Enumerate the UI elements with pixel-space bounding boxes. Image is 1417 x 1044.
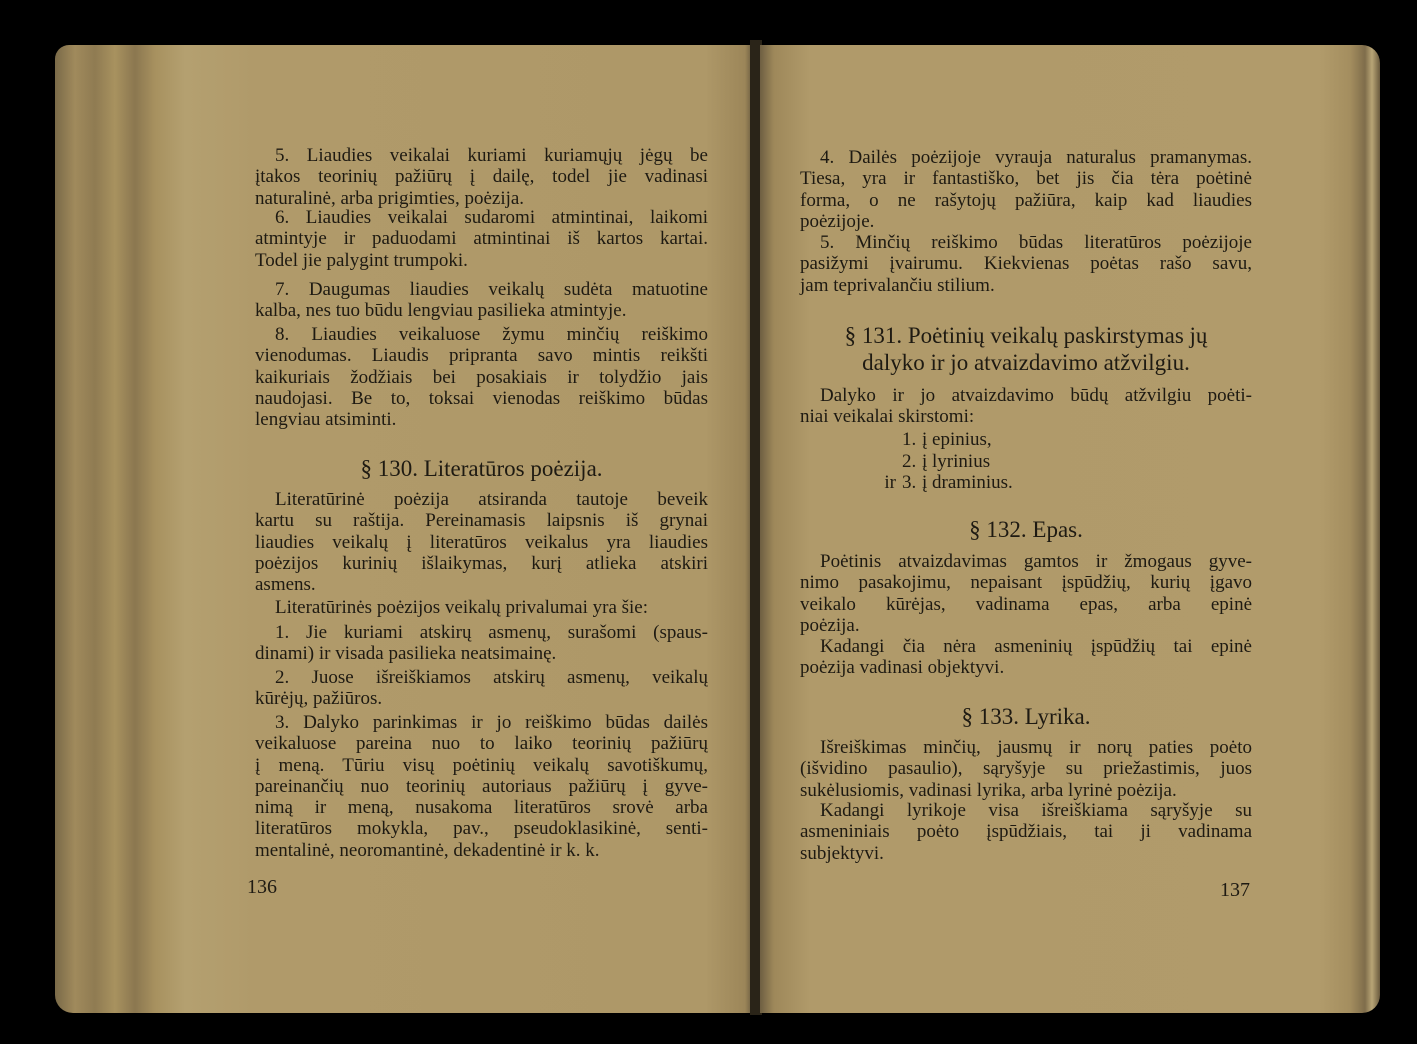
text-line: Kadangi čia nėra asmeninių įspūdžių tai epinė xyxy=(820,636,1252,657)
text-line: įtakos teorinių pažiūrų į dailę, todel jie vadinasi xyxy=(255,166,708,188)
text-line: 5. Minčių reiškimo būdas literatūros poėzijoje xyxy=(820,232,1252,253)
text-line: literatūros mokykla, pav., pseudoklasikinė, senti- xyxy=(255,818,708,840)
heading-line: dalyko ir jo atvaizdavimo atžvilgiu. xyxy=(862,350,1190,375)
text-line: kūrėjų, pažiūros. xyxy=(255,688,383,710)
list-text: į draminius. xyxy=(922,472,1013,493)
text-line: naturalinė, arba prigimties, poėzija. xyxy=(255,187,525,209)
paragraph xyxy=(255,712,708,861)
text-line: forma, o ne rašytojų pažiūra, kaip kad liaudies xyxy=(800,189,1252,211)
paragraph xyxy=(255,597,708,618)
text-line: kaikuriais žodžiais bei posakiais ir tolydžio jais xyxy=(255,366,708,388)
text-line: kalba, nes tuo būdu lengviau pasilieka atmintyje. xyxy=(255,300,627,322)
text-line: Todel jie palygint trumpoki. xyxy=(255,249,468,271)
page-number-right: 137 xyxy=(1220,879,1250,901)
text-line: sukėlusiomis, vadinasi lyrika, arba lyrinė poėzija. xyxy=(800,779,1177,801)
text-line: 5. Liaudies veikalai kuriami kuriamųjų jėgų be xyxy=(275,145,708,166)
heading-line: § 131. Poėtinių veikalų paskirstymas jų xyxy=(844,323,1208,348)
classification-list xyxy=(866,429,1013,494)
list-number: 1. xyxy=(902,429,917,450)
text-line: mentalinė, neoromantinė, dekadentinė ir k. k. xyxy=(255,839,600,861)
text-line: poėzija vadinasi objektyvi. xyxy=(800,657,1005,679)
list-prefix: ir xyxy=(884,472,896,493)
text-line: poėzija. xyxy=(800,614,860,636)
text-line: atmintyje ir paduodami atmintinai iš kartos kartai. xyxy=(255,228,708,250)
text-line: pasižymi įvairumu. Kiekvienas poėtas rašo savu, xyxy=(800,253,1252,275)
text-line: nimo pasakojimu, nepaisant įspūdžių, kurių įgavo xyxy=(800,572,1252,594)
text-line: kartu su raštija. Pereinamasis laipsnis iš grynai xyxy=(255,510,708,532)
text-line: 2. Juose išreiškiamos atskirų asmenų, veikalų xyxy=(275,667,708,688)
list-number: 3. xyxy=(902,472,917,493)
text-line: veikalo kūrėjas, vadinama epas, arba epinė xyxy=(800,593,1252,615)
text-line: Literatūrinė poėzija atsiranda tautoje beveik xyxy=(275,489,708,510)
list-item xyxy=(866,472,1013,494)
text-line: poėzijos kurinių išlaikymas, kurį atlieka atskiri xyxy=(255,552,708,574)
paragraph xyxy=(255,667,708,710)
text-line: Literatūrinės poėzijos veikalų privalumai yra šie: xyxy=(275,597,649,618)
text-line: į meną. Tūriu visų poėtinių veikalų savotiškumų, xyxy=(255,754,708,776)
paragraph xyxy=(255,145,708,209)
section-heading: § 133. Lyrika. xyxy=(961,704,1091,729)
paragraph xyxy=(255,324,708,430)
text-line: Dalyko ir jo atvaizdavimo būdų atžvilgiu poėti- xyxy=(820,385,1252,406)
text-line: 4. Dailės poėzijoje vyrauja naturalus pramanymas. xyxy=(820,147,1252,168)
paragraph xyxy=(800,800,1252,864)
list-prefix xyxy=(866,451,896,473)
list-item xyxy=(866,451,1013,473)
list-prefix xyxy=(866,429,896,451)
text-line: poėzijoje. xyxy=(800,210,875,232)
text-line: pareinančių nuo teorinių autoriaus pažiūrų į gyve- xyxy=(255,775,708,797)
paragraph xyxy=(800,636,1252,679)
list-item xyxy=(866,429,1013,451)
paragraph xyxy=(800,232,1252,296)
list-text: į epinius, xyxy=(922,429,992,450)
text-line: Išreiškimas minčių, jausmų ir norų paties poėto xyxy=(820,737,1252,758)
text-line: Kadangi lyrikoje visa išreiškiama sąryšyje su xyxy=(820,800,1252,821)
text-line: niai veikalai skirstomi: xyxy=(800,406,975,428)
text-line: vienodumas. Liaudis pripranta savo mintis reikšti xyxy=(255,345,708,367)
paragraph xyxy=(255,489,708,595)
section-heading xyxy=(800,322,1252,376)
paragraph xyxy=(800,147,1252,232)
text-line: (išvidino pasaulio), sąryšyje su priežastimis, juos xyxy=(800,758,1252,780)
paragraph xyxy=(255,207,708,271)
text-line: naudojasi. Be to, toksai vienodas reiškimo būdas xyxy=(255,387,708,409)
text-line: subjektyvi. xyxy=(800,842,884,864)
text-line: lengviau atsiminti. xyxy=(255,409,397,431)
text-line: asmens. xyxy=(255,574,316,596)
text-line: 3. Dalyko parinkimas ir jo reiškimo būdas dailės xyxy=(275,712,708,733)
text-line: asmeniniais poėto įspūdžiais, tai ji vadinama xyxy=(800,821,1252,843)
text-line: Poėtinis atvaizdavimas gamtos ir žmogaus gyve- xyxy=(820,551,1252,572)
section-heading: § 132. Epas. xyxy=(969,517,1083,542)
paragraph xyxy=(800,737,1252,801)
text-line: jam teprivalančiu stilium. xyxy=(800,274,995,296)
paragraph xyxy=(800,385,1252,428)
paragraph xyxy=(255,279,708,322)
text-line: 7. Daugumas liaudies veikalų sudėta matuotine xyxy=(275,279,708,300)
section-heading: § 130. Literatūros poėzija. xyxy=(360,456,603,481)
paragraph xyxy=(800,551,1252,636)
paragraph xyxy=(255,622,708,665)
text-line: liaudies veikalų į literatūros veikalus yra liaudies xyxy=(255,531,708,553)
page-number-left: 136 xyxy=(247,876,277,898)
text-line: dinami) ir visada pasilieka neatsimainę. xyxy=(255,643,557,665)
list-text: į lyrinius xyxy=(922,450,991,472)
text-line: nimą ir meną, nusakoma literatūros srovė arba xyxy=(255,797,708,819)
list-number: 2. xyxy=(902,450,917,472)
text-line: veikaluose pareina nuo to laiko teorinių pažiūrų xyxy=(255,733,708,755)
text-line: 1. Jie kuriami atskirų asmenų, surašomi (spaus- xyxy=(275,622,708,643)
text-line: 6. Liaudies veikalai sudaromi atmintinai, laikomi xyxy=(275,207,708,228)
text-line: Tiesa, yra ir fantastiško, bet jis čia tėra poėtinė xyxy=(800,168,1252,190)
text-line: 8. Liaudies veikaluose žymu minčių reiškimo xyxy=(275,324,708,345)
